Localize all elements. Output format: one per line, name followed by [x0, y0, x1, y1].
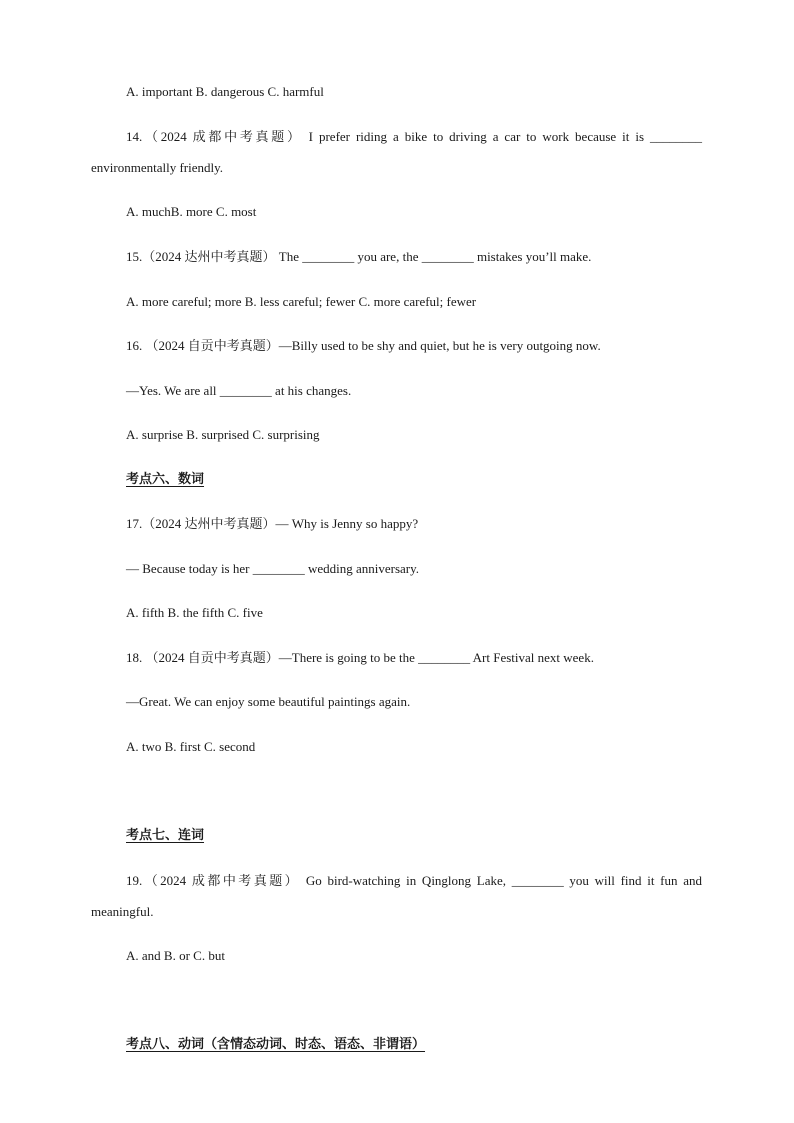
section-heading-conjunctions: 考点七、连词 — [126, 828, 205, 843]
q16-options: A. surprise B. surprised C. surprising — [126, 427, 320, 442]
q15-stem: 15.（2024 达州中考真题） The ________ you are, the ________ mistakes you’ll make. — [126, 249, 592, 264]
q19-stem-continued: meaningful. — [91, 904, 154, 919]
q16-stem: 16. （2024 自贡中考真题）—Billy used to be shy and quiet, but he is very outgoing now. — [126, 338, 601, 353]
q17-reply: — Because today is her ________ wedding anniversary. — [126, 561, 420, 576]
q19-stem: 19.（2024 成都中考真题） Go bird-watching in Qinglong Lake, ________ you will find it fun and — [126, 873, 702, 888]
q15-options: A. more careful; more B. less careful; fewer C. more careful; fewer — [126, 294, 477, 309]
q18-stem: 18. （2024 自贡中考真题）—There is going to be the ________ Art Festival next week. — [126, 650, 594, 665]
q13-options: A. important B. dangerous C. harmful — [126, 84, 324, 99]
q16-reply: —Yes. We are all ________ at his changes. — [126, 383, 352, 398]
q17-stem: 17.（2024 达州中考真题）— Why is Jenny so happy? — [126, 516, 419, 531]
q19-options: A. and B. or C. but — [126, 948, 225, 963]
q18-reply: —Great. We can enjoy some beautiful paintings again. — [126, 694, 411, 709]
q14-stem: 14.（2024 成都中考真题） I prefer riding a bike to driving a car to work because it is ________ — [126, 129, 702, 144]
q18-options: A. two B. first C. second — [126, 739, 256, 754]
q14-options: A. muchB. more C. most — [126, 204, 257, 219]
section-heading-numerals: 考点六、数词 — [126, 472, 205, 487]
q17-options: A. fifth B. the fifth C. five — [126, 605, 263, 620]
q14-stem-continued: environmentally friendly. — [91, 160, 224, 175]
section-heading-verbs: 考点八、动词（含情态动词、时态、语态、非谓语） — [126, 1037, 426, 1052]
